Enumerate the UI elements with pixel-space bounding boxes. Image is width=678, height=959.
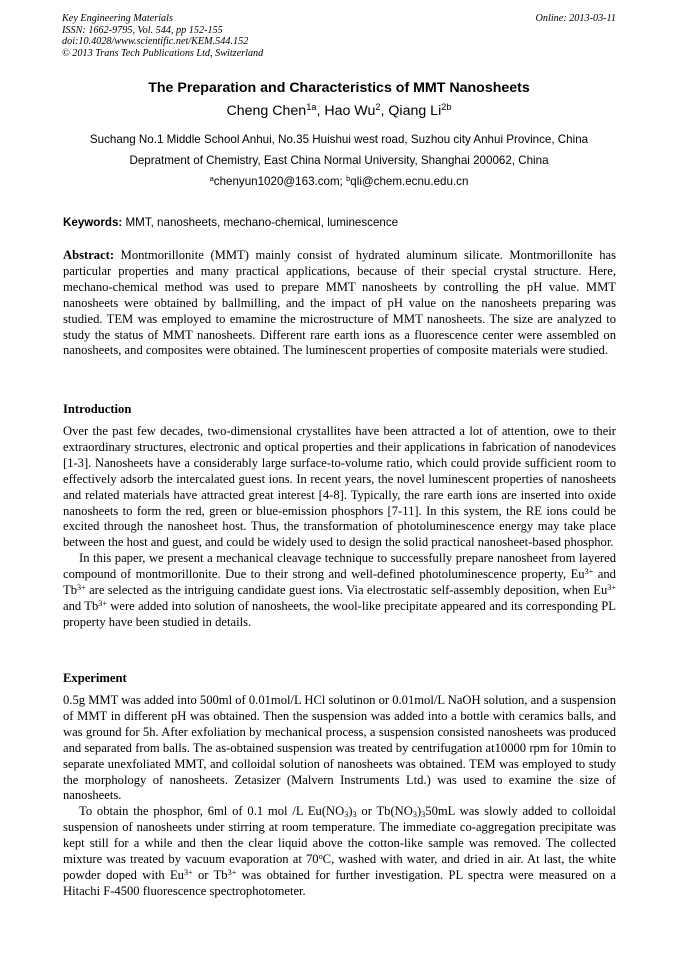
abstract-label: Abstract: [63,248,115,262]
abstract [63,248,616,359]
email-mark: a [209,174,214,184]
email-address[interactable]: qli@chem.ecnu.edu.cn [350,175,469,188]
author-list [0,103,678,119]
author-separator: , [380,103,389,119]
author-name: Qiang Li [388,103,442,119]
affiliation-1: Suchang No.1 Middle School Anhui, No.35 Huishui west road, Suzhou city Anhui Province, China [89,133,589,146]
paragraph: In this paper, we present a mechanical cleavage technique to successfully prepare nanosheet from layered compound of montmorillonite. Due to their strong and well-defined photoluminescence property, $Eu^{3+}$ and $Tb^{3+}$ are selected as the intriguing candidate guest ions. Via electrostatic self-assembly deposition, when $Eu^{3+}$ and $Tb^{3+}$ were added into solution of nanosheets, the wool-like precipitate appeared and its corresponding PL property have been studied in details. [63,551,616,629]
introduction-body [63,424,616,631]
abstract-text: Montmorillonite (MMT) mainly consist of hydrated aluminum silicate. Montmorillonite has particular properties and many practical applications, because of their special crystal structure. Here, mechano-chemical method was used to prepare MMT nanosheets by controlling the pH value. MMT nanosheets were obtained by ballmilling, and the impact of pH value on the nanosheets preparing was studied. TEM was employed to emamine the microstructure of MMT nanosheets. The size are analyzed to study the status of MMT nanosheets. Different rare earth ions as a fluorescence center were assembled on nanosheets, and composites were obtained. The luminescent properties of composite materials were studied. [63,248,616,358]
online-date: Online: 2013-03-11 [535,13,616,24]
email-address[interactable]: chenyun1020@163.com; [213,175,347,188]
paragraph: 0.5g MMT was added into 500ml of 0.01mol/L HCl solutinon or 0.01mol/L NaOH solution, and a suspension of MMT in different pH was obtained. Then the suspension was added into a bottle with ceramics balls, and was ground for 5h. After exfoliation by mechanical process, a suspension consisted nanosheets was produced and separated from balls. The as-obtained suspension was treated by centrifugation at10000 rpm for 10min to separate unexfoliated MMT, and colloidal solution of nanosheets was obtained. TEM was employed to study the morphology of nanosheets. Zetasizer (Malvern Instruments Ltd.) was used to examine the size of nanosheets. [63,693,616,803]
keywords [63,216,617,229]
author-separator: , [316,103,325,119]
copyright-line: © 2013 Trans Tech Publications Ltd, Switzerland [62,47,264,59]
paper-title: The Preparation and Characteristics of MMT Nanosheets [148,80,530,96]
author-affiliation-mark: 1a [306,102,317,113]
author-name: Cheng Chen [226,103,307,119]
journal-header [62,13,616,59]
author-affiliation-mark: 2b [441,102,452,113]
doi-line: doi:10.4028/www.scientific.net/KEM.544.152 [62,36,249,48]
issn-line: ISSN: 1662-9795, Vol. 544, pp 152-155 [62,24,223,36]
email-mark: b [346,174,351,184]
section-heading-introduction: Introduction [63,402,132,416]
paragraph: To obtain the phosphor, 6ml of 0.1 mol /L $Eu(NO_3)_3$ or $Tb(NO_3)_350mL$ was slowly added to colloidal suspension of nanosheets under stirring at room temperature. The immediate co-aggregation precipitate was kept still for a while and then the clear liquid above the cotton-like sample was removed. The collected mixture was treated by vacuum evaporation at 70$^o$C, washed with water, and dried in air. At last, the white powder doped with $Eu^{3+}$ or $Tb^{3+}$ was obtained for further investigation. PL spectra were measured on a Hitachi F-4500 fluorescence spectrophotometer. [63,804,616,898]
keywords-label: Keywords: [63,216,123,229]
author-affiliation-mark: 2 [375,102,381,113]
paragraph: Over the past few decades, two-dimensional crystallites have been attracted a lot of attention, owe to their extraordinary structures, electronic and optical properties and their applications in fabrication of nanodevices [1-3]. Nanosheets have a considerably large surface-to-volume ratio, which could provide sufficient room to effectively adsorb the intercalated guest ions. In recent years, the novel luminescent properties of nanosheets and related materials have attracted great interest [4-8]. Typically, the rare earth ions are inserted into oxide nanosheets to form the red, green or blue-emission phosphors [7-11]. In this system, the RE ions could be excited through the nanosheet host. Thus, the transformation of photoluminescence energy may take place between the host and guest, and could be widely used to design the solid practical nanosheet-based phosphor. [63,424,616,550]
keywords-text: MMT, nanosheets, mechano-chemical, luminescence [122,216,399,229]
author-name: Hao Wu [324,103,376,119]
affiliation-2: Depratment of Chemistry, East China Normal University, Shanghai 200062, China [129,154,549,167]
experiment-body [63,693,616,900]
section-heading-experiment: Experiment [63,671,127,685]
author-emails [0,175,678,188]
journal-name: Key Engineering Materials [62,13,173,24]
